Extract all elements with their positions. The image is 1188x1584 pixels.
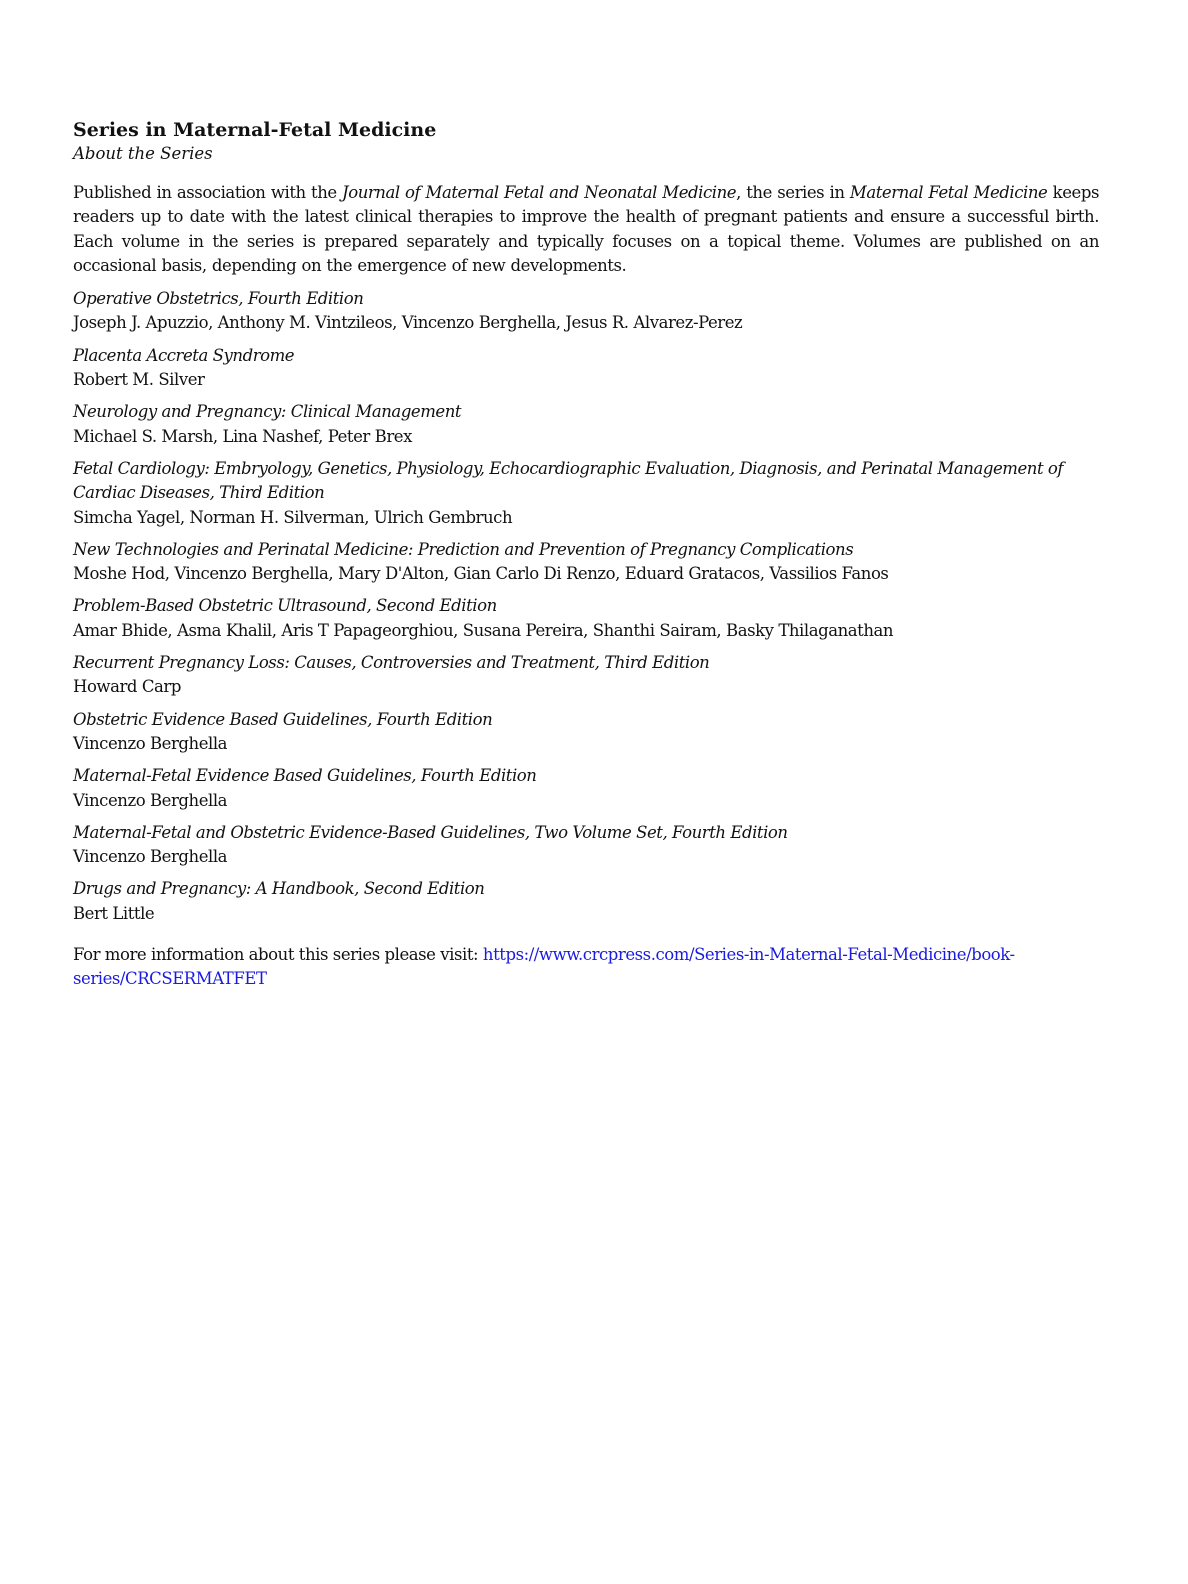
book-title: Placenta Accreta Syndrome <box>73 345 295 365</box>
book-authors: Howard Carp <box>73 677 181 697</box>
book-title: Fetal Cardiology: Embryology, Genetics, Physiology, Echocardiographic Evaluation, Diagnosis, and Perinatal Management of Cardiac Diseases, Third Edition <box>73 458 1064 503</box>
book-title: Neurology and Pregnancy: Clinical Management <box>73 402 462 422</box>
series-link[interactable]: https://www.crcpress.com/Series-in-Maternal-Fetal-Medicine/book-series/CRCSERMATFET <box>73 945 1015 989</box>
book-authors: Simcha Yagel, Norman H. Silverman, Ulrich Gembruch <box>73 507 513 527</box>
book-authors: Bert Little <box>73 903 155 923</box>
intro-text-2: , the series in <box>736 183 850 202</box>
book-entry <box>73 457 1099 530</box>
series-title: Series in Maternal-Fetal Medicine <box>73 119 437 141</box>
series-subtitle: About the Series <box>73 144 213 163</box>
book-authors: Amar Bhide, Asma Khalil, Aris T Papageorghiou, Susana Pereira, Shanthi Sairam, Basky Thilaganathan <box>73 620 894 640</box>
book-authors: Vincenzo Berghella <box>73 847 228 867</box>
book-authors: Vincenzo Berghella <box>73 790 228 810</box>
book-authors: Michael S. Marsh, Lina Nashef, Peter Brex <box>73 426 412 446</box>
book-entry <box>73 708 1099 757</box>
intro-text-1: Published in association with the <box>73 183 343 202</box>
book-entry <box>73 538 1099 587</box>
book-entry <box>73 764 1099 813</box>
book-entry <box>73 651 1099 700</box>
book-authors: Joseph J. Apuzzio, Anthony M. Vintzileos, Vincenzo Berghella, Jesus R. Alvarez-Perez <box>73 313 743 333</box>
book-entry <box>73 877 1099 926</box>
more-info <box>73 943 1099 992</box>
book-title: Maternal-Fetal Evidence Based Guidelines, Fourth Edition <box>73 766 537 786</box>
book-title: Drugs and Pregnancy: A Handbook, Second Edition <box>73 879 485 899</box>
book-authors: Moshe Hod, Vincenzo Berghella, Mary D'Alton, Gian Carlo Di Renzo, Eduard Gratacos, Vassilios Fanos <box>73 564 889 584</box>
page-content <box>73 118 1099 992</box>
book-authors: Vincenzo Berghella <box>73 733 228 753</box>
series-name: Maternal Fetal Medicine <box>849 183 1048 202</box>
book-entry <box>73 287 1099 336</box>
book-title: New Technologies and Perinatal Medicine: Prediction and Prevention of Pregnancy Complications <box>73 539 854 559</box>
book-entry <box>73 344 1099 393</box>
more-info-text: For more information about this series please visit: <box>73 945 483 965</box>
book-entry <box>73 594 1099 643</box>
book-list <box>73 287 1099 926</box>
book-entry <box>73 400 1099 449</box>
book-authors: Robert M. Silver <box>73 370 205 390</box>
book-title: Obstetric Evidence Based Guidelines, Fourth Edition <box>73 709 493 729</box>
book-title: Problem-Based Obstetric Ultrasound, Second Edition <box>73 596 497 616</box>
journal-name: Journal of Maternal Fetal and Neonatal Medicine <box>342 183 737 202</box>
series-description <box>73 181 1099 278</box>
book-title: Recurrent Pregnancy Loss: Causes, Controversies and Treatment, Third Edition <box>73 653 710 673</box>
book-entry <box>73 821 1099 870</box>
book-title: Maternal-Fetal and Obstetric Evidence-Based Guidelines, Two Volume Set, Fourth Edition <box>73 822 788 842</box>
intro-text-3: keeps readers up to date with the latest clinical therapies to improve the health of pregnant patients and ensure a successful birth. Each volume in the series is prepared separately and typically focuses on a topical theme. Volumes are published on an occasional basis, depending on the emergence of new developments. <box>73 183 1099 275</box>
book-title: Operative Obstetrics, Fourth Edition <box>73 289 364 309</box>
